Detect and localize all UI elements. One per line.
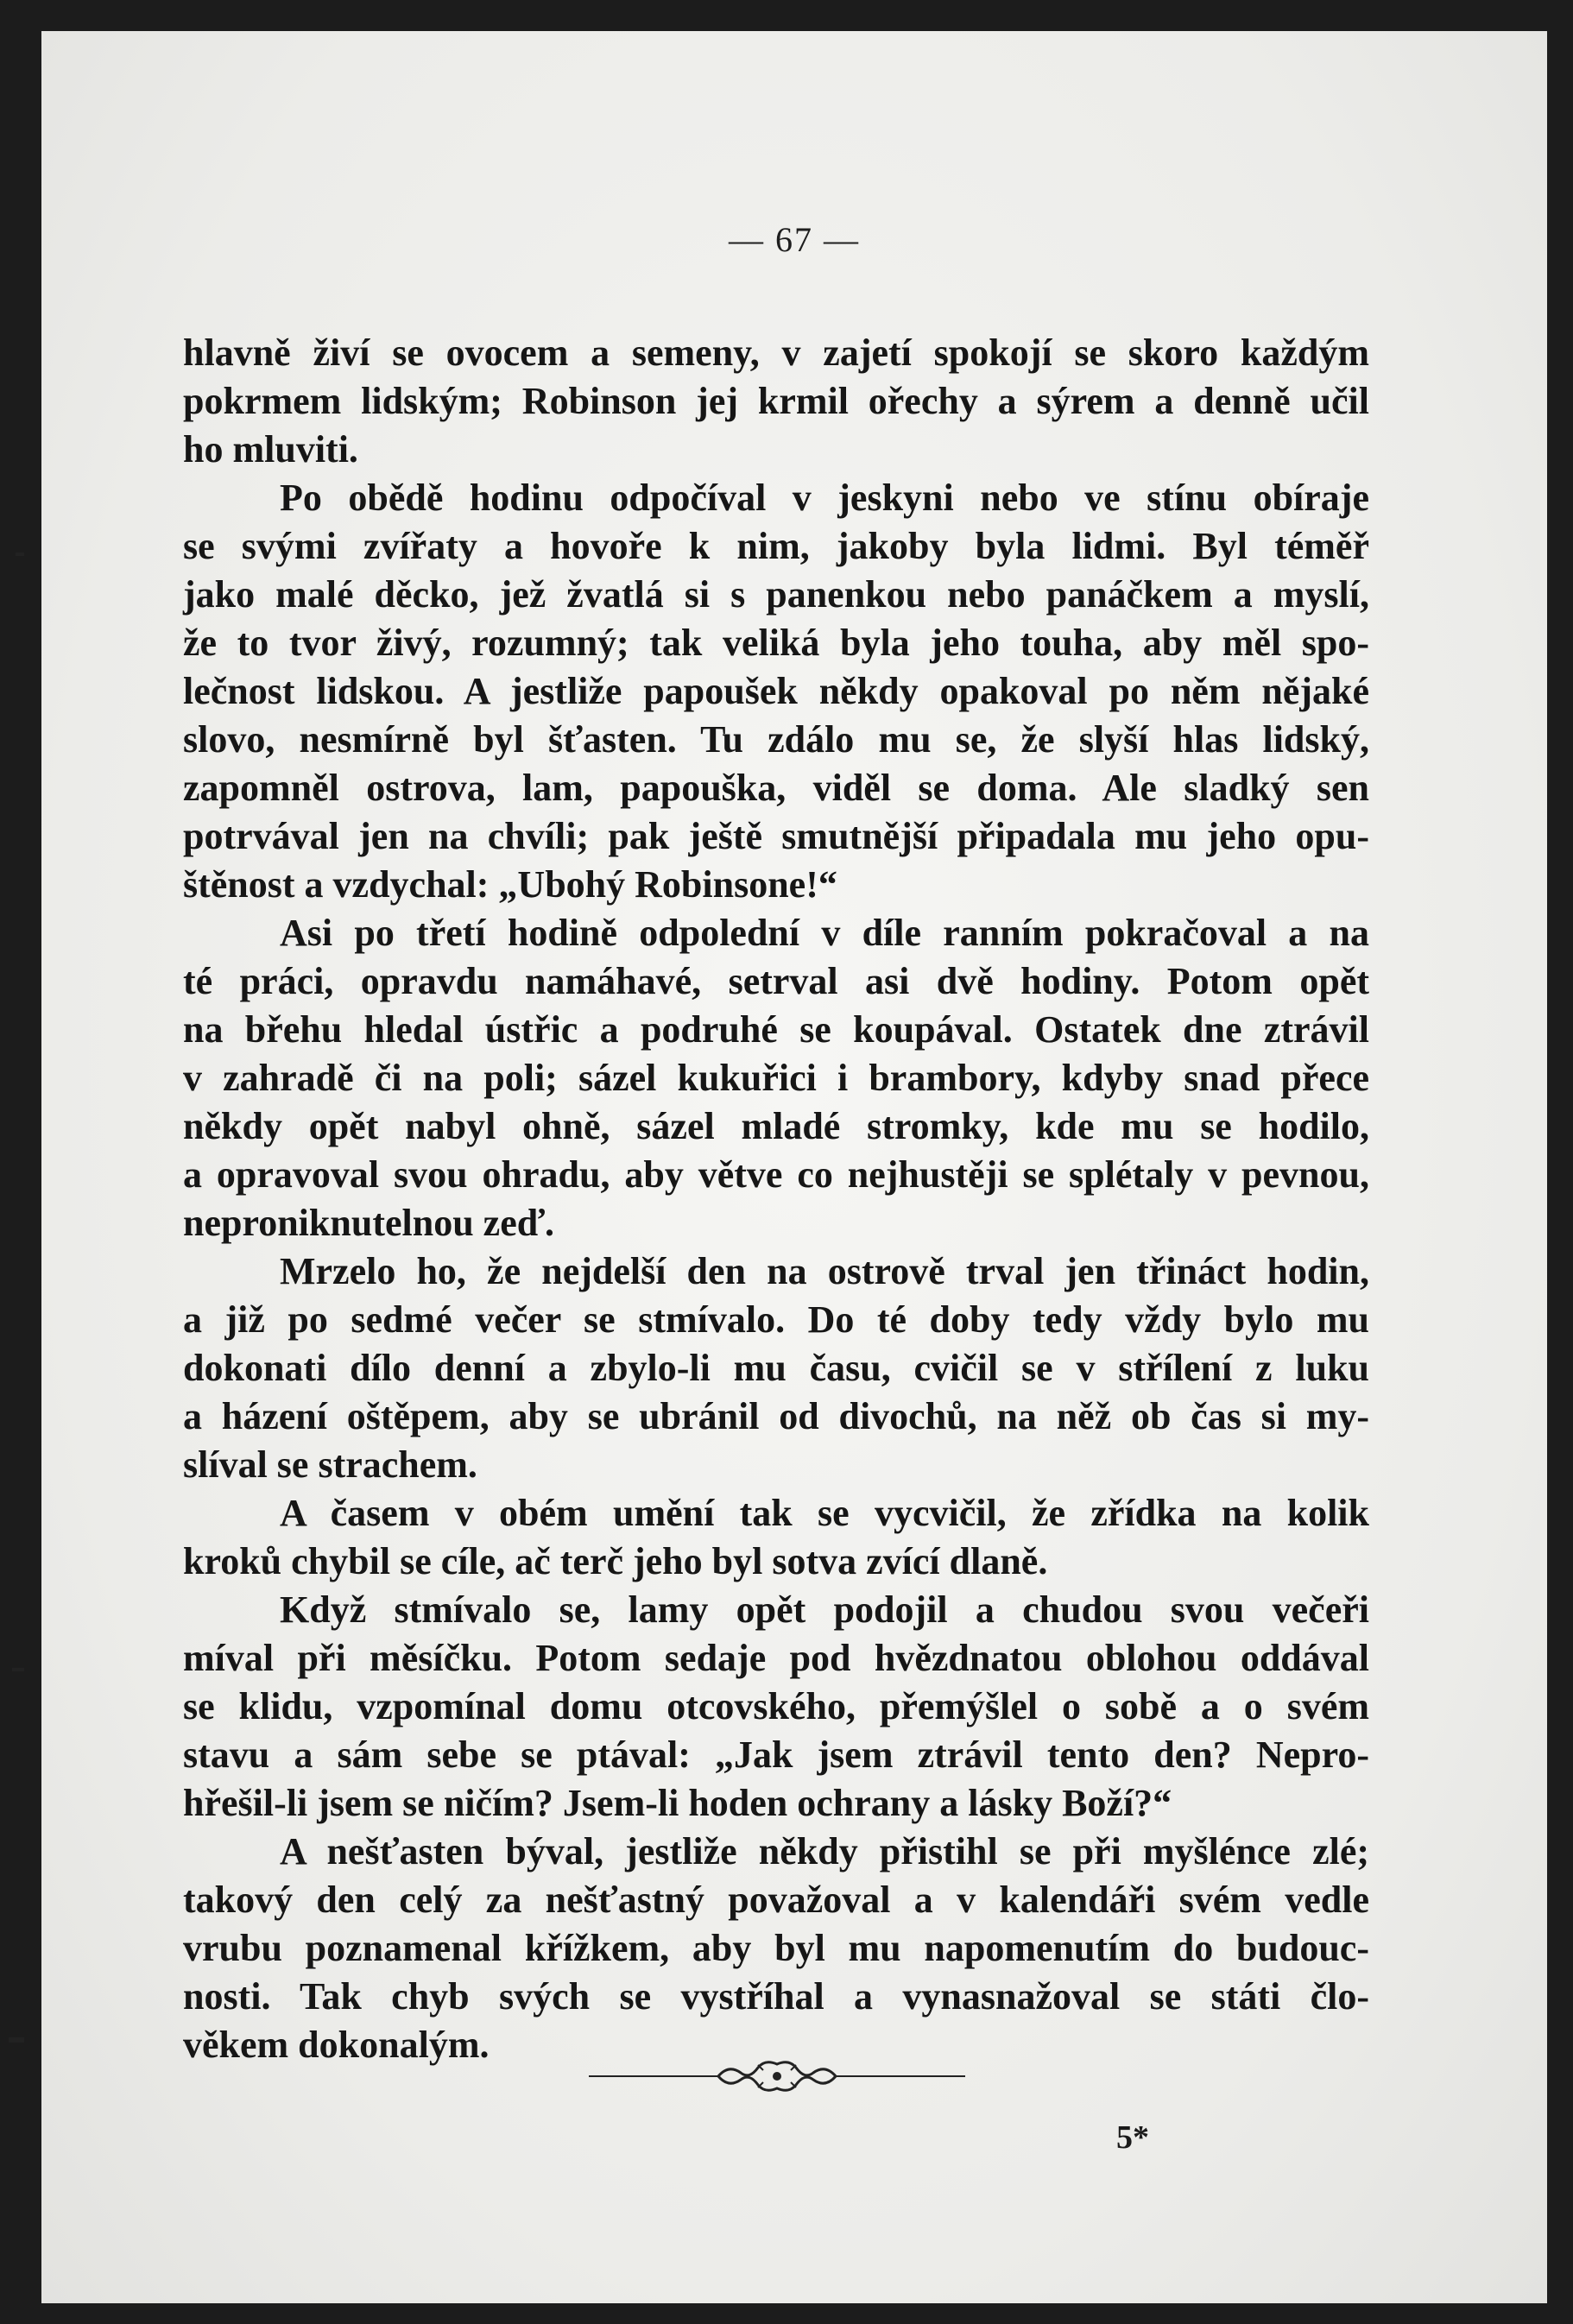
text-line: takový den celý za nešťastný považoval a v kalendáři svém vedle xyxy=(183,1879,1369,1921)
text-line: štěnost a vzdychal: „Ubohý Robinsone!“ xyxy=(183,863,837,906)
text-line: A časem v obém umění tak se vycvičil, že zřídka na kolik xyxy=(280,1492,1369,1534)
text-line: slíval se strachem. xyxy=(183,1443,477,1486)
text-line: hlavně živí se ovocem a semeny, v zajetí spokojí se skoro každým xyxy=(183,332,1369,374)
text-line: věkem dokonalým. xyxy=(183,2024,490,2066)
text-line: dokonati dílo denní a zbylo-li mu času, cvičil se v střílení z luku xyxy=(183,1347,1369,1389)
paragraph xyxy=(183,329,1369,474)
text-line: se klidu, vzpomínal domu otcovského, přemýšlel o sobě a o svém xyxy=(183,1685,1369,1727)
text-line: zapomněl ostrova, lam, papouška, viděl se doma. Ale sladký sen xyxy=(183,767,1369,809)
text-line: lečnost lidskou. A jestliže papoušek někdy opakoval po něm nějaké xyxy=(183,670,1369,712)
text-line: hřešil-li jsem se ničím? Jsem-li hoden ochrany a lásky Boží?“ xyxy=(183,1782,1172,1824)
text-line: Po obědě hodinu odpočíval v jeskyni nebo ve stínu obíraje xyxy=(280,477,1369,519)
text-line: slovo, nesmírně byl šťasten. Tu zdálo mu se, že slyší hlas lidský, xyxy=(183,718,1369,761)
decorative-flourish-icon xyxy=(589,2056,965,2096)
page-number: — 67 — xyxy=(729,220,860,259)
text-line: na břehu hledal ústřic a podruhé se koupával. Ostatek dne ztrávil xyxy=(183,1008,1369,1051)
text-line: míval při měsíčku. Potom sedaje pod hvězdnatou oblohou oddával xyxy=(183,1637,1369,1679)
paragraph xyxy=(183,474,1369,909)
paragraph xyxy=(183,1828,1369,2069)
text-line: Mrzelo ho, že nejdelší den na ostrově trval jen třináct hodin, xyxy=(280,1250,1369,1292)
text-line: a házení oštěpem, aby se ubránil od divochů, na něž ob čas si my- xyxy=(183,1395,1369,1437)
text-line: vrubu poznamenal křížkem, aby byl mu napomenutím do budouc- xyxy=(183,1927,1369,1969)
text-line: Asi po třetí hodině odpolední v díle ranním pokračoval a na xyxy=(280,912,1369,954)
text-line: ho mluviti. xyxy=(183,428,358,470)
text-line: stavu a sám sebe se ptával: „Jak jsem ztrávil tento den? Nepro- xyxy=(183,1734,1369,1776)
body-text xyxy=(183,329,1369,2069)
book-page xyxy=(41,31,1547,2303)
text-line: v zahradě či na poli; sázel kukuřici i brambory, kdyby snad přece xyxy=(183,1057,1369,1099)
text-line: kroků chybil se cíle, ač terč jeho byl sotva zvící dlaně. xyxy=(183,1540,1048,1582)
text-line: a opravoval svou ohradu, aby větve co nejhustěji se splétaly v pevnou, xyxy=(183,1153,1369,1196)
text-line: A nešťasten býval, jestliže někdy přistihl se při myšlénce zlé; xyxy=(280,1830,1369,1872)
text-line: neproniknutelnou zeď. xyxy=(183,1202,554,1244)
paragraph xyxy=(183,909,1369,1247)
edge-tick xyxy=(16,553,24,556)
paragraph xyxy=(183,1489,1369,1586)
text-line: jako malé děcko, jež žvatlá si s panenkou nebo panáčkem a myslí, xyxy=(183,573,1369,616)
paragraph xyxy=(183,1586,1369,1828)
text-line: potrvával jen na chvíli; pak ještě smutnější připadala mu jeho opu- xyxy=(183,815,1369,857)
text-line: pokrmem lidským; Robinson jej krmil ořechy a sýrem a denně učil xyxy=(183,380,1369,422)
signature-mark: 5* xyxy=(1116,2119,1149,2156)
text-line: a již po sedmé večer se stmívalo. Do té doby tedy vždy bylo mu xyxy=(183,1298,1369,1341)
paragraph xyxy=(183,1247,1369,1489)
edge-tick xyxy=(12,1668,24,1671)
text-line: někdy opět nabyl ohně, sázel mladé stromky, kde mu se hodilo, xyxy=(183,1105,1369,1147)
text-line: se svými zvířaty a hovoře k nim, jakoby byla lidmi. Byl téměř xyxy=(183,525,1369,567)
text-line: že to tvor živý, rozumný; tak veliká byla jeho touha, aby měl spo- xyxy=(183,622,1369,664)
edge-tick xyxy=(9,2037,24,2043)
text-line: Když stmívalo se, lamy opět podojil a chudou svou večeři xyxy=(280,1588,1369,1631)
text-line: té práci, opravdu namáhavé, setrval asi dvě hodiny. Potom opět xyxy=(183,960,1369,1002)
text-line: nosti. Tak chyb svých se vystříhal a vynasnažoval se státi člo- xyxy=(183,1975,1369,2018)
